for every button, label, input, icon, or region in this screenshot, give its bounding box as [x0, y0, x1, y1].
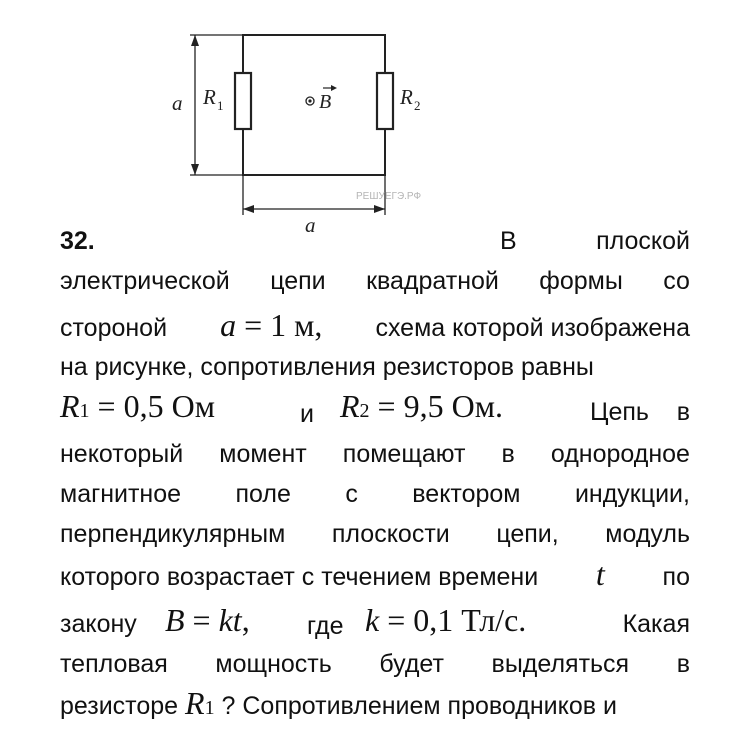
text-line-6: некоторый момент помещают в однородное — [60, 440, 690, 468]
text-line-9: которого возрастает с течением времени t по — [60, 556, 690, 592]
watermark: РЕШУЕГЭ.РФ — [356, 191, 422, 202]
text-line-12: резисторе R1 ? Сопротивлением проводников и — [60, 685, 617, 721]
label-r2-sub: 2 — [414, 98, 421, 113]
text-line-1: 32. В плоской — [60, 227, 690, 255]
text-line-11: тепловая мощность будет выделяться в — [60, 650, 690, 678]
text-line-2: электрической цепи квадратной формы со — [60, 267, 690, 295]
label-a-bottom: a — [305, 213, 316, 237]
formula-r1-question: R1 — [185, 685, 215, 721]
formula-law: B = kt, — [165, 602, 250, 638]
text-line-5: R1 = 0,5 Ом и R2 = 9,5 Ом. Цепь в — [60, 386, 690, 431]
formula-t: t — [595, 556, 605, 592]
resistor-r1 — [235, 73, 251, 129]
label-field-b: B — [319, 91, 332, 113]
problem-number: 32. — [60, 227, 95, 255]
circuit-frame — [243, 35, 385, 175]
formula-r1: R1 = 0,5 Ом — [60, 388, 215, 424]
text-line-3: стороной a = 1 м, схема которой изображена — [60, 307, 690, 343]
text-line-8: перпендикулярным плоскости цепи, модуль — [60, 520, 690, 548]
resistor-r2 — [377, 73, 393, 129]
formula-r2: R2 = 9,5 Ом. — [340, 388, 503, 424]
label-r1-sub: 1 — [217, 98, 224, 113]
circuit-diagram — [0, 0, 750, 240]
label-a-left: a — [172, 91, 183, 115]
formula-k: k = 0,1 Тл/с. — [365, 602, 527, 638]
formula-side: a = 1 м, — [220, 307, 323, 343]
label-r1: R — [203, 85, 216, 109]
text-line-7: магнитное поле с вектором индукции, — [60, 480, 690, 508]
label-r2: R — [400, 85, 413, 109]
text-line-4: на рисунке, сопротивления резисторов равны — [60, 353, 594, 381]
